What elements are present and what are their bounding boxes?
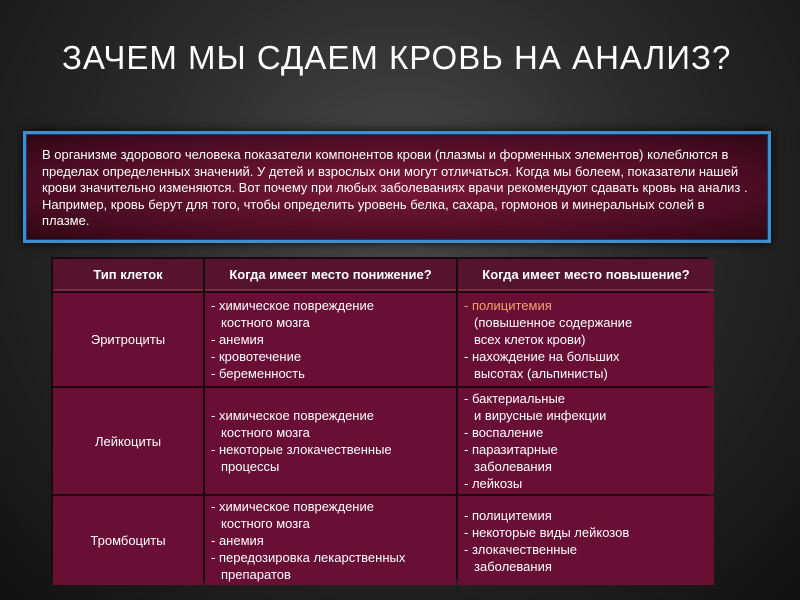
header-cell-type: Тип клеток [53,259,203,291]
list-item: - лейкозы [464,476,523,491]
slide-title: ЗАЧЕМ МЫ СДАЕМ КРОВЬ НА АНАЛИЗ? [62,39,732,76]
list-item: - кровотечение [211,349,302,364]
list-item: препаратов [221,567,291,582]
list-item: высотах (альпинисты) [474,366,608,381]
list-item: - воспаление [464,425,544,440]
list-item: - передозировка лекарственных [211,550,406,565]
list-item: - анемия [211,332,264,347]
intro-text: В организме здорового человека показатели компонентов крови (плазмы и форменных элементов) колеблются в пределах определенных значений. У детей и взрослых они могут отличаться. Когда мы болеем, показатели нашей крови значительно изменяются. Вот почему при любых заболеваниях врачи рекомендуют сдавать кровь на анализ . Например, кровь берут для того, чтобы определить уровень белка, сахара, гормонов и минеральных солей в плазме. [42,147,748,228]
list-item: - полицитемия [464,298,552,313]
list-item: - химическое повреждение [211,298,374,313]
list-item: - полицитемия [464,507,552,523]
cell-increase [458,388,714,494]
list-item: - паразитарные [464,442,558,457]
cell-decrease [205,293,456,386]
list-item: (повышенное содержание [474,315,633,330]
cell-decrease [205,496,456,585]
list-item: - бактериальные [464,391,566,406]
list-item: - некоторые злокачественные [211,442,392,457]
list-item: заболевания [474,558,552,574]
cell-increase [458,293,714,386]
header-cell-decrease: Когда имеет место понижение? [205,259,456,291]
cell-decrease [205,388,456,494]
blood-cells-table [51,257,716,587]
header-cell-increase: Когда имеет место повышение? [458,259,714,291]
cell-type: Лейкоциты [53,388,203,494]
list-item: - злокачественные [464,541,578,557]
table-row [53,388,714,494]
list-item: - анемия [211,533,264,548]
list-item: - химическое повреждение [211,408,374,423]
list-item: и вирусные инфекции [474,408,607,423]
cell-type: Эритроциты [53,293,203,386]
table-row [53,293,714,386]
list-item: костного мозга [221,516,310,531]
blood-cells-table-container [51,257,708,582]
list-item: костного мозга [221,315,310,330]
intro-text-box [23,131,771,243]
list-item: - беременность [211,366,305,381]
list-item: заболевания [474,459,552,474]
cell-type: Тромбоциты [53,496,203,585]
table-header-row [53,259,714,291]
list-item: процессы [221,459,280,474]
list-item: - химическое повреждение [211,499,374,514]
list-item: всех клеток крови) [474,332,586,347]
list-item: - некоторые виды лейкозов [464,524,630,540]
cell-increase [458,496,714,585]
table-row [53,496,714,585]
list-item: костного мозга [221,425,310,440]
list-item: - нахождение на больших [464,349,620,364]
